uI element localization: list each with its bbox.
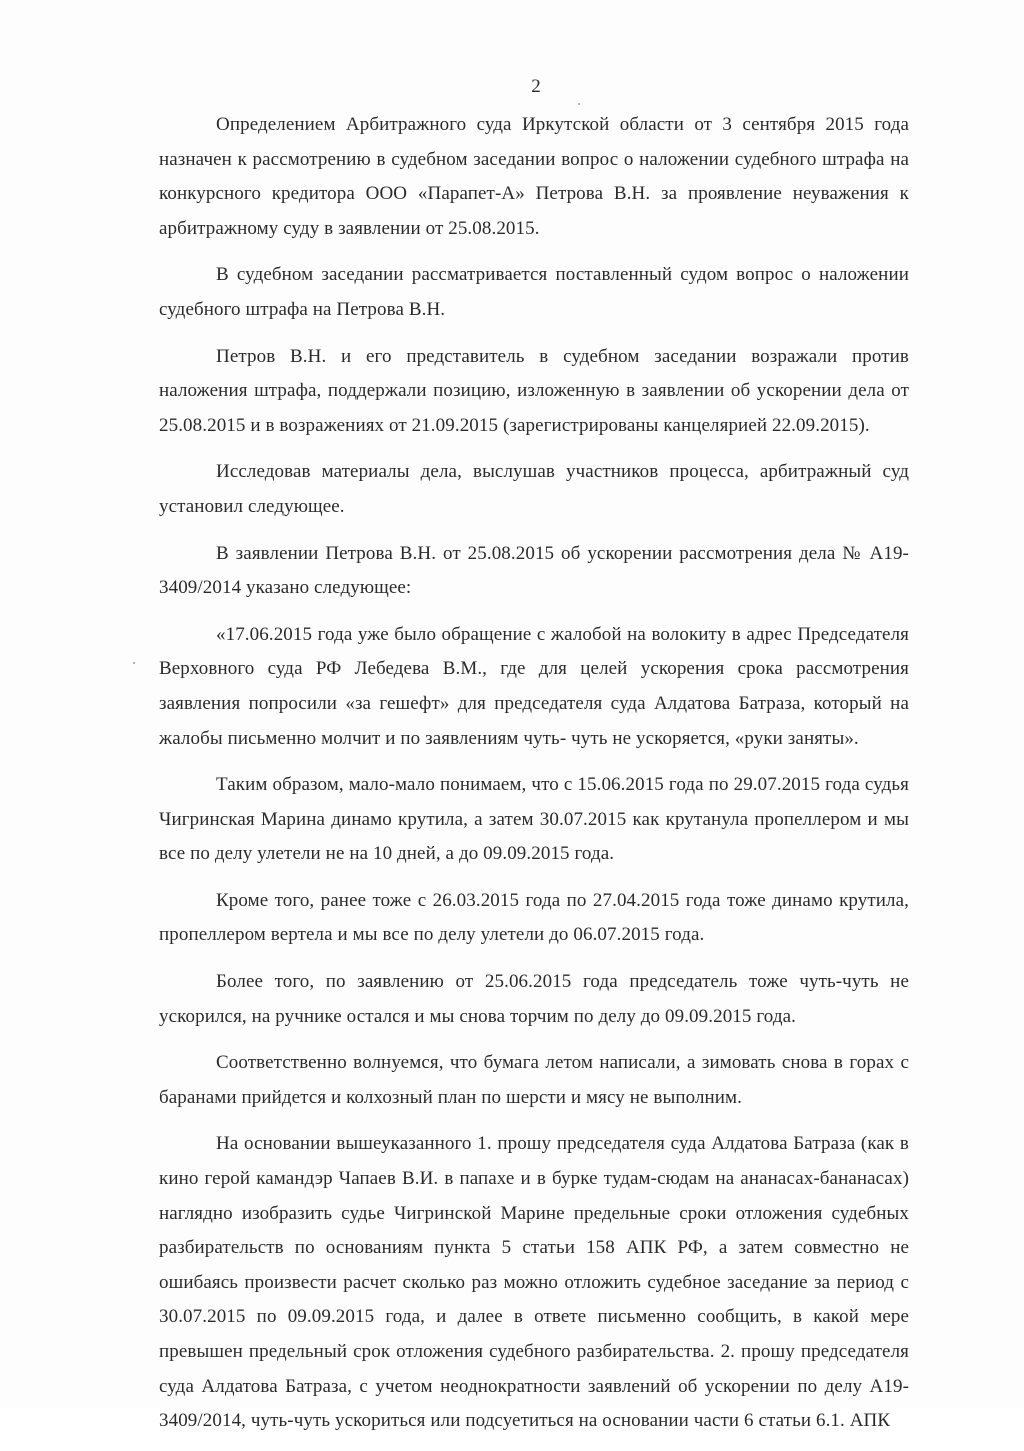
page-number: 2 [531,76,541,97]
paragraph-quote-2: Таким образом, мало-мало понимаем, что с 15.06.2015 года по 29.07.2015 года судья Чигринская Марина динамо крутила, а затем 30.07.2015 как крутанула пропеллером и мы все по делу улетели не на 10 дней, а до 09.09.2015 года. [159,774,909,865]
paragraph-quote-5: Соответственно волнуемся, что бумага летом написали, а зимовать снова в горах с баранами прийдется и колхозный план по шерсти и мясу не выполним. [159,1052,909,1108]
paragraph-court-findings: Исследовав материалы дела, выслушав участников процесса, арбитражный суд установил следующее. [159,461,909,517]
paragraph-hearing-issue: В судебном заседании рассматривается поставленный судом вопрос о наложении судебного штрафа на Петрова В.Н. [159,264,909,320]
paragraph-quote-3: Кроме того, ранее тоже с 26.03.2015 года по 27.04.2015 года тоже динамо крутила, пропеллером вертела и мы все по делу улетели до 06.07.2015 года. [159,889,909,946]
paragraph-quote-1: «17.06.2015 года уже было обращение с жалобой на волокиту в адрес Председателя Верховного суда РФ Лебедева В.М., где для целей ускорения срока рассмотрения заявления попросили «за гешефт» для председателя суда Алдатова Батраза, который на жалобы письменно молчит и по заявлениям чуть- чуть не ускоряется, «руки заняты». [159,623,909,749]
paragraph-ruling: Определением Арбитражного суда Иркутской области от 3 сентября 2015 года назначен к рассмотрению в судебном заседании вопрос о наложении судебного штрафа на конкурсного кредитора ООО «Парапет-А» Петрова В.Н. за проявление неуважения к арбитражному суду в заявлении от 25.08.2015. [159,114,909,239]
paragraph-objections: Петров В.Н. и его представитель в судебном заседании возражали против наложения штрафа, поддержали позицию, изложенную в заявлении об ускорении дела от 25.08.2015 и в возражениях от 21.09.2015 (зарегистрированы канцелярией 22.09.2015). [159,345,909,436]
document-body [159,108,909,1451]
paragraph-statement-intro: В заявлении Петрова В.Н. от 25.08.2015 об ускорении рассмотрения дела № А19-3409/2014 указано следующее: [159,542,909,599]
paragraph-quote-4: Более того, по заявлению от 25.06.2015 года председатель тоже чуть-чуть не ускорился, на ручнике остался и мы снова торчим по делу до 09.09.2015 года. [159,971,909,1027]
scan-speck [578,103,580,105]
scan-speck [133,662,135,664]
paragraph-quote-6: На основании вышеуказанного 1. прошу председателя суда Алдатова Батраза (как в кино герой камандэр Чапаев В.И. в папахе и в бурке тудам-сюдам на ананасах-бананасах) наглядно изобразить судье Чигринской Марине предельные сроки отложения судебных разбирательств по основаниям пункта 5 статьи 158 АПК РФ, а затем совместно не ошибаясь произвести расчет сколько раз можно отложить судебное заседание за период с 30.07.2015 по 09.09.2015 года, и далее в ответе письменно сообщить, в какой мере превышен предельный срок отложения судебного разбирательства. 2. прошу председателя суда Алдатова Батраза, с учетом неоднократности заявлений об ускорении по делу А19-3409/2014, чуть-чуть ускориться или подсуетиться на основании части 6 статьи 6.1. АПК [159,1133,909,1432]
